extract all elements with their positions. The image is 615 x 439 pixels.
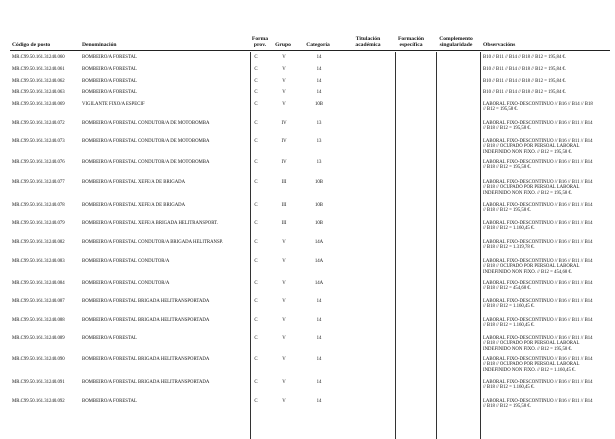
cell-forma: C xyxy=(254,357,258,362)
observacions-line: LABORAL FIXO-DESCONTINUO // B16 // B11 // B14 xyxy=(483,336,593,341)
cell-denominacion: BOMBEIRO/A FORESTAL BRIGADA HELITRANSPORTADA xyxy=(82,299,210,304)
cell-observacions xyxy=(483,299,611,310)
cell-denominacion: BOMBEIRO/A FORESTAL BRIGADA HELITRANSPORTADA xyxy=(82,357,210,362)
cell-categoria: 13 xyxy=(316,139,322,144)
cell-denominacion: BOMBEIRO/A FORESTAL CONDUTOR/A DE MOTOBOMBA xyxy=(82,160,210,165)
cell-codigo: MR.C99.50.161.31240.088 xyxy=(12,318,65,323)
observacions-line: LABORAL FIXO-DESCONTINUO // B16 // B11 // B14 xyxy=(483,357,593,362)
observacions-line: // B18 // B12 = 454,68 €. xyxy=(483,286,532,292)
header-titulacion xyxy=(348,36,388,49)
observacions-line: LABORAL FIXO-DESCONTINUO // B16 // B11 // B14 xyxy=(483,203,593,208)
cell-grupo: V xyxy=(282,336,286,341)
cell-grupo: V xyxy=(282,281,286,286)
header-forma xyxy=(249,36,271,49)
header-observacions: Observacións xyxy=(483,42,516,48)
cell-codigo: MR.C99.50.161.31240.072 xyxy=(12,121,65,126)
cell-codigo: MR.C99.50.161.31240.087 xyxy=(12,299,65,304)
header-formacion-line1: Formación xyxy=(397,36,425,42)
cell-denominacion: BOMBEIRO/A FORESTAL BRIGADA HELITRANSPORTADA xyxy=(82,380,210,385)
cell-categoria: 14 xyxy=(316,79,322,84)
cell-categoria: 14 xyxy=(316,336,322,341)
observacions-line: // B18 // OCUPADO POR PERSOAL LABORAL xyxy=(483,185,580,191)
observacions-line: LABORAL FIXO-DESCONTINUO // B16 // B11 // B14 xyxy=(483,318,593,323)
observacions-line: LABORAL FIXO-DESCONTINUO // B16 // B11 // B14 xyxy=(483,259,593,264)
cell-grupo: IV xyxy=(281,121,287,126)
cell-observacions xyxy=(483,90,611,95)
header-titulacion-line1: Titulación xyxy=(355,36,381,42)
cell-forma: C xyxy=(254,160,258,165)
observacions-line: LABORAL FIXO-DESCONTINUO // B16 // B11 // B14 xyxy=(483,180,593,185)
cell-forma: C xyxy=(254,380,258,385)
cell-grupo: III xyxy=(281,221,287,226)
cell-observacions xyxy=(483,281,611,292)
observacions-line: LABORAL FIXO-DESCONTINUO // B16 // B11 // B14 xyxy=(483,399,593,404)
cell-codigo: MR.C99.50.161.31240.063 xyxy=(12,90,65,95)
cell-forma: C xyxy=(254,281,258,286)
cell-observacions xyxy=(483,221,611,232)
cell-observacions xyxy=(483,380,611,391)
cell-codigo: MR.C99.50.161.31240.079 xyxy=(12,221,65,226)
cell-observacions xyxy=(483,318,611,329)
cell-codigo: MR.C99.50.161.31240.090 xyxy=(12,357,65,362)
cell-categoria: 14A xyxy=(314,281,324,286)
header-formacion xyxy=(391,36,431,49)
header-denominacion: Denominación xyxy=(82,42,117,48)
header-complemento xyxy=(434,36,478,49)
cell-categoria: 14 xyxy=(316,380,322,385)
cell-denominacion: BOMBEIRO/A FORESTAL CONDUTOR/A DE MOTOBOMBA xyxy=(82,121,210,126)
cell-observacions xyxy=(483,336,611,352)
cell-forma: C xyxy=(254,102,258,107)
observacions-line: // B18 // OCUPADO POR PERSOAL LABORAL xyxy=(483,362,580,368)
cell-forma: C xyxy=(254,259,258,264)
cell-observacions xyxy=(483,67,611,72)
observacions-line: // B18 // B12 = 1.160,45 €. xyxy=(483,323,535,329)
observacions-line: INDEFINIDO NON FIXO. // B12 = 195,58 €. xyxy=(483,190,573,196)
cell-codigo: MR.C99.50.161.31240.073 xyxy=(12,139,65,144)
cell-denominacion: BOMBEIRO/A FORESTAL xyxy=(82,67,137,72)
observacions-line: // B18 // OCUPADO POR PERSOAL LABORAL xyxy=(483,264,580,270)
observacions-line: // B18 // B12 = 195,58 €. xyxy=(483,404,532,410)
cell-grupo: V xyxy=(282,102,286,107)
cell-observacions xyxy=(483,259,611,275)
cell-forma: C xyxy=(254,221,258,226)
observacions-line: LABORAL FIXO-DESCONTINUO // B16 // B11 // B14 xyxy=(483,380,593,385)
cell-forma: C xyxy=(254,299,258,304)
cell-categoria: 10B xyxy=(315,203,323,208)
cell-grupo: V xyxy=(282,79,286,84)
cell-grupo: V xyxy=(282,90,286,95)
cell-observacions xyxy=(483,139,611,155)
observacions-line: // B12 = 195,58 €. xyxy=(483,107,518,113)
cell-categoria: 14 xyxy=(316,318,322,323)
cell-grupo: V xyxy=(282,318,286,323)
observacions-line: // B18 // B12 = 195,58 €. xyxy=(483,126,532,132)
cell-codigo: MR.C99.50.161.31240.092 xyxy=(12,399,65,404)
cell-denominacion: BOMBEIRO/A FORESTAL CONDUTOR/A xyxy=(82,281,170,286)
cell-denominacion: BOMBEIRO/A FORESTAL xyxy=(82,336,137,341)
cell-observacions xyxy=(483,160,611,171)
cell-codigo: MR.C99.50.161.31240.089 xyxy=(12,336,65,341)
header-complemento-line1: Complemento xyxy=(439,36,473,42)
cell-grupo: V xyxy=(282,299,286,304)
cell-grupo: III xyxy=(281,180,287,185)
header-grupo: Grupo xyxy=(275,42,291,48)
cell-denominacion: BOMBEIRO/A FORESTAL XEFE/A DE BRIGADA xyxy=(82,180,186,185)
cell-observacions xyxy=(483,102,611,113)
cell-grupo: V xyxy=(282,240,286,245)
observacions-line: INDEFINIDO NON FIXO. // B12 = 195,58 €. xyxy=(483,346,573,352)
column-divider xyxy=(480,52,481,439)
header-rule xyxy=(10,50,610,51)
cell-categoria: 14 xyxy=(316,67,322,72)
cell-denominacion: BOMBEIRO/A FORESTAL CONDUTOR/A BRIGADA HELITRANSP. xyxy=(82,240,224,245)
cell-observacions xyxy=(483,357,611,373)
cell-codigo: MR.C99.50.161.31240.062 xyxy=(12,79,65,84)
cell-grupo: V xyxy=(282,380,286,385)
cell-observacions xyxy=(483,79,611,84)
cell-grupo: IV xyxy=(281,139,287,144)
cell-grupo: V xyxy=(282,259,286,264)
cell-categoria: 14 xyxy=(316,55,322,60)
cell-codigo: MR.C99.50.161.31240.076 xyxy=(12,160,65,165)
cell-categoria: 14A xyxy=(314,240,324,245)
header-titulacion-line2: académica xyxy=(355,42,381,49)
observacions-line: B10 // B11 // B14 // B18 // B12 = 195,84 €. xyxy=(483,90,567,95)
observacions-line: // B18 // B12 = 1.160,45 €. xyxy=(483,385,535,391)
cell-categoria: 14 xyxy=(316,357,322,362)
cell-categoria: 13 xyxy=(316,160,322,165)
cell-codigo: MR.C99.50.161.31240.077 xyxy=(12,180,65,185)
cell-denominacion: BOMBEIRO/A FORESTAL BRIGADA HELITRANSPORTADA xyxy=(82,318,210,323)
cell-forma: C xyxy=(254,121,258,126)
cell-denominacion: BOMBEIRO/A FORESTAL CONDUTOR/A DE MOTOBOMBA xyxy=(82,139,210,144)
cell-categoria: 14 xyxy=(316,299,322,304)
cell-forma: C xyxy=(254,240,258,245)
observacions-line: // B18 // OCUPADO POR PERSOAL LABORAL xyxy=(483,144,580,150)
cell-forma: C xyxy=(254,90,258,95)
cell-denominacion: BOMBEIRO/A FORESTAL XEFE/A DE BRIGADA xyxy=(82,203,186,208)
observacions-line: // B18 // B12 = 1.160,45 €. xyxy=(483,226,535,232)
observacions-line: LABORAL FIXO-DESCONTINUO // B16 // B11 // B14 xyxy=(483,121,593,126)
observacions-line: // B18 // B12 = 1.160,45 €. xyxy=(483,304,535,310)
observacions-line: // B18 // OCUPADO POR PERSOAL LABORAL xyxy=(483,341,580,347)
observacions-line: LABORAL FIXO-DESCONTINUO // B16 // B11 // B14 xyxy=(483,221,593,226)
cell-grupo: V xyxy=(282,55,286,60)
observacions-line: B10 // B11 // B14 // B18 // B12 = 195,84 €. xyxy=(483,79,567,84)
cell-grupo: V xyxy=(282,357,286,362)
column-divider xyxy=(436,52,437,439)
column-divider xyxy=(395,52,396,439)
cell-categoria: 10B xyxy=(315,221,323,226)
header-forma-line2: prov. xyxy=(253,42,267,49)
cell-codigo: MR.C99.50.161.31240.084 xyxy=(12,281,65,286)
header-formacion-line2: específica xyxy=(399,42,423,49)
cell-categoria: 10B xyxy=(315,102,323,107)
header-codigo: Código de posto xyxy=(12,42,51,48)
cell-denominacion: BOMBEIRO/A FORESTAL xyxy=(82,79,137,84)
cell-forma: C xyxy=(254,79,258,84)
observacions-line: INDEFINIDO NON FIXO. // B12 = 1.160,45 €. xyxy=(483,367,576,373)
cell-categoria: 10B xyxy=(315,180,323,185)
cell-categoria: 14 xyxy=(316,399,322,404)
cell-denominacion: BOMBEIRO/A FORESTAL CONDUTOR/A xyxy=(82,259,170,264)
cell-codigo: MR.C99.50.161.31240.083 xyxy=(12,259,65,264)
observacions-line: INDEFINIDO NON FIXO. // B12 = 195,58 €. xyxy=(483,149,573,155)
cell-codigo: MR.C99.50.161.31240.082 xyxy=(12,240,65,245)
cell-categoria: 14A xyxy=(314,259,324,264)
cell-forma: C xyxy=(254,399,258,404)
observacions-line: // B18 // B12 = 195,58 €. xyxy=(483,208,532,214)
header-complemento-line2: singularidade xyxy=(439,42,473,49)
cell-denominacion: VIGILANTE FIXO/A ESPECIF xyxy=(82,102,145,107)
cell-denominacion: BOMBEIRO/A FORESTAL XEFE/A BRIGADA HELITRANSPORT. xyxy=(82,221,218,226)
cell-grupo: V xyxy=(282,67,286,72)
cell-observacions xyxy=(483,203,611,214)
observacions-line: LABORAL FIXO-DESCONTINUO // B16 // B11 // B14 xyxy=(483,299,593,304)
observacions-line: // B18 // B12 = 1.319,78 €. xyxy=(483,245,535,251)
cell-grupo: V xyxy=(282,399,286,404)
observacions-line: LABORAL FIXO-DESCONTINUO // B16 // B11 // B14 xyxy=(483,139,593,144)
column-divider xyxy=(250,52,251,439)
observacions-line: LABORAL FIXO-DESCONTINUO // B16 // B14 // B18 xyxy=(483,102,593,107)
observacions-line: LABORAL FIXO-DESCONTINUO // B16 // B11 // B14 xyxy=(483,240,593,245)
cell-forma: C xyxy=(254,180,258,185)
cell-forma: C xyxy=(254,203,258,208)
cell-grupo: IV xyxy=(281,160,287,165)
cell-codigo: MR.C99.50.161.31240.091 xyxy=(12,380,65,385)
observacions-line: B10 // B11 // B14 // B18 // B12 = 195,84 €. xyxy=(483,55,567,60)
cell-denominacion: BOMBEIRO/A FORESTAL xyxy=(82,90,137,95)
observacions-line: LABORAL FIXO-DESCONTINUO // B16 // B11 // B14 xyxy=(483,281,593,286)
cell-forma: C xyxy=(254,336,258,341)
cell-observacions xyxy=(483,240,611,251)
observacions-line: // B18 // B12 = 195,58 €. xyxy=(483,165,532,171)
cell-forma: C xyxy=(254,55,258,60)
cell-observacions xyxy=(483,180,611,196)
cell-denominacion: BOMBEIRO/A FORESTAL xyxy=(82,399,137,404)
cell-categoria: 14 xyxy=(316,90,322,95)
header-categoria: Categoría xyxy=(306,42,330,48)
cell-observacions xyxy=(483,121,611,132)
cell-codigo: MR.C99.50.161.31240.069 xyxy=(12,102,65,107)
observacions-line: B10 // B11 // B14 // B18 // B12 = 195,84 €. xyxy=(483,67,567,72)
cell-forma: C xyxy=(254,318,258,323)
cell-codigo: MR.C99.50.161.31240.060 xyxy=(12,55,65,60)
cell-observacions xyxy=(483,55,611,60)
cell-denominacion: BOMBEIRO/A FORESTAL xyxy=(82,55,137,60)
cell-grupo: III xyxy=(281,203,287,208)
cell-categoria: 13 xyxy=(316,121,322,126)
cell-forma: C xyxy=(254,67,258,72)
cell-observacions xyxy=(483,399,611,410)
cell-forma: C xyxy=(254,139,258,144)
cell-codigo: MR.C99.50.161.31240.061 xyxy=(12,67,65,72)
header-forma-line1: Forma xyxy=(251,36,269,42)
cell-codigo: MR.C99.50.161.31240.078 xyxy=(12,203,65,208)
observacions-line: LABORAL FIXO-DESCONTINUO // B16 // B11 // B14 xyxy=(483,160,593,165)
observacions-line: INDEFINIDO NON FIXO. // B12 = 454,68 €. xyxy=(483,269,573,275)
